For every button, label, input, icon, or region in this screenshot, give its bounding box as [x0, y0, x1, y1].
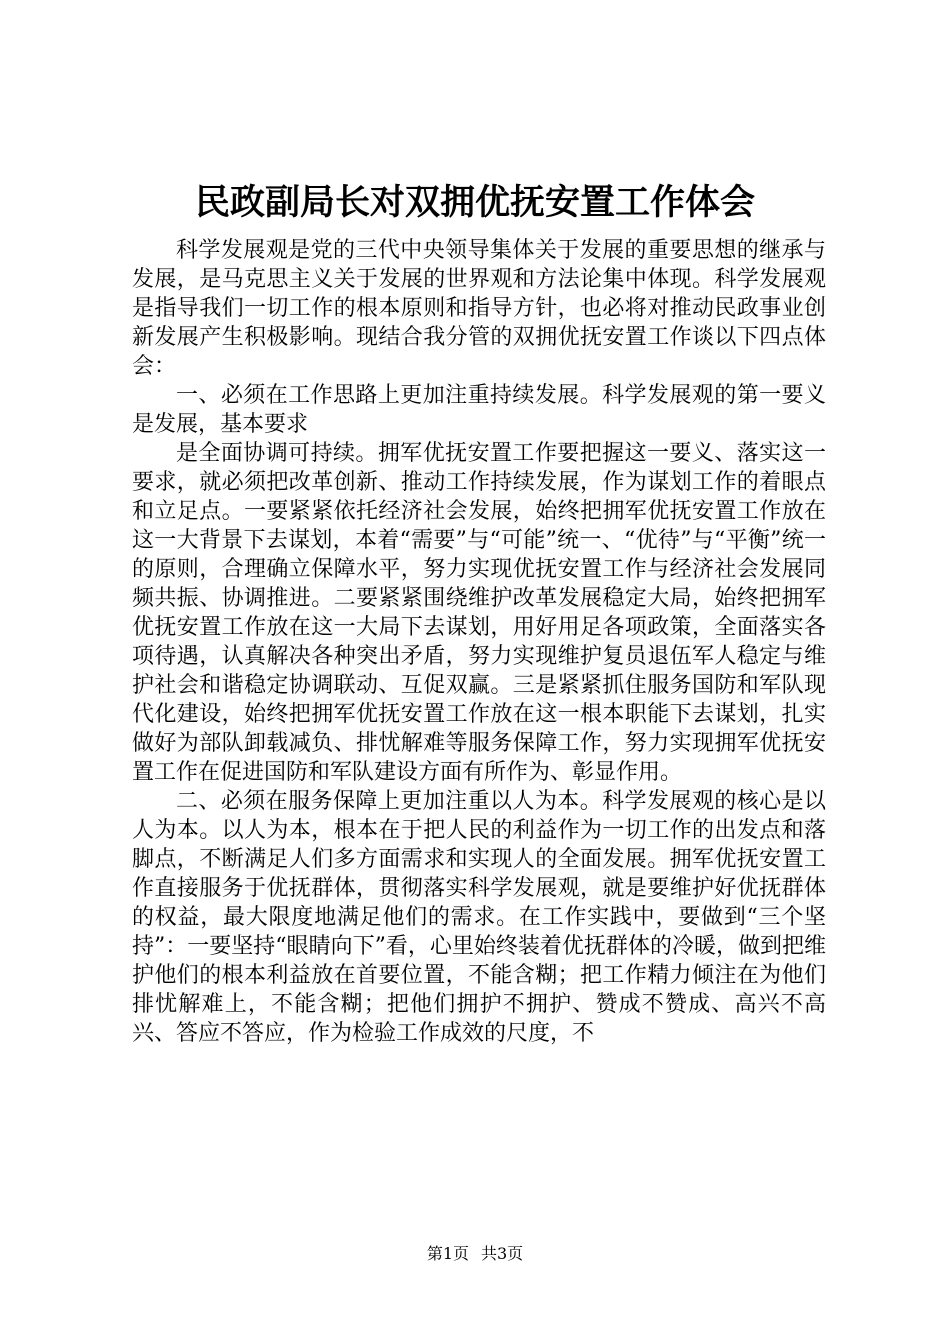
- document-body: [132, 236, 826, 1048]
- paragraph-point-one-heading: 一、必须在工作思路上更加注重持续发展。科学发展观的第一要义是发展，基本要求: [132, 383, 826, 437]
- page-total: 共3页: [481, 1244, 524, 1263]
- page-number: 第1页: [426, 1244, 469, 1263]
- paragraph-point-one-body: 是全面协调可持续。拥军优抚安置工作要把握这一要义、落实这一要求，就必须把改革创新、推动工作持续发展，作为谋划工作的着眼点和立足点。一要紧紧依托经济社会发展，始终把拥军优抚安置工作放在这一大背景下去谋划，本着“需要”与“可能”统一、“优待”与“平衡”统一的原则，合理确立保障水平，努力实现优抚安置工作与经济社会发展同频共振、协调推进。二要紧紧围绕维护改革发展稳定大局，始终把拥军优抚安置工作放在这一大局下去谋划，用好用足各项政策，全面落实各项待遇，认真解决各种突出矛盾，努力实现维护复员退伍军人稳定与维护社会和谐稳定协调联动、互促双赢。三是紧紧抓住服务国防和军队现代化建设，始终把拥军优抚安置工作放在这一根本职能下去谋划，扎实做好为部队卸载减负、排忧解难等服务保障工作，努力实现拥军优抚安置工作在促进国防和军队建设方面有所作为、彰显作用。: [132, 441, 826, 785]
- page-footer: [0, 1243, 950, 1265]
- paragraph-intro: 科学发展观是党的三代中央领导集体关于发展的重要思想的继承与发展，是马克思主义关于发展的世界观和方法论集中体现。科学发展观是指导我们一切工作的根本原则和指导方针，也必将对推动民政事业创新发展产生积极影响。现结合我分管的双拥优抚安置工作谈以下四点体会：: [132, 238, 826, 379]
- document-title: 民政副局长对双拥优抚安置工作体会: [194, 182, 755, 223]
- paragraph-point-two: 二、必须在服务保障上更加注重以人为本。科学发展观的核心是以人为本。以人为本，根本在于把人民的利益作为一切工作的出发点和落脚点，不断满足人们多方面需求和实现人的全面发展。拥军优抚安置工作直接服务于优抚群体，贯彻落实科学发展观，就是要维护好优抚群体的权益，最大限度地满足他们的需求。在工作实践中，要做到“三个坚持”：一要坚持“眼睛向下”看，心里始终装着优抚群体的冷暖，做到把维护他们的根本利益放在首要位置，不能含糊；把工作精力倾注在为他们排忧解难上，不能含糊；把他们拥护不拥护、赞成不赞成、高兴不高兴、答应不答应，作为检验工作成效的尺度，不: [132, 789, 826, 1046]
